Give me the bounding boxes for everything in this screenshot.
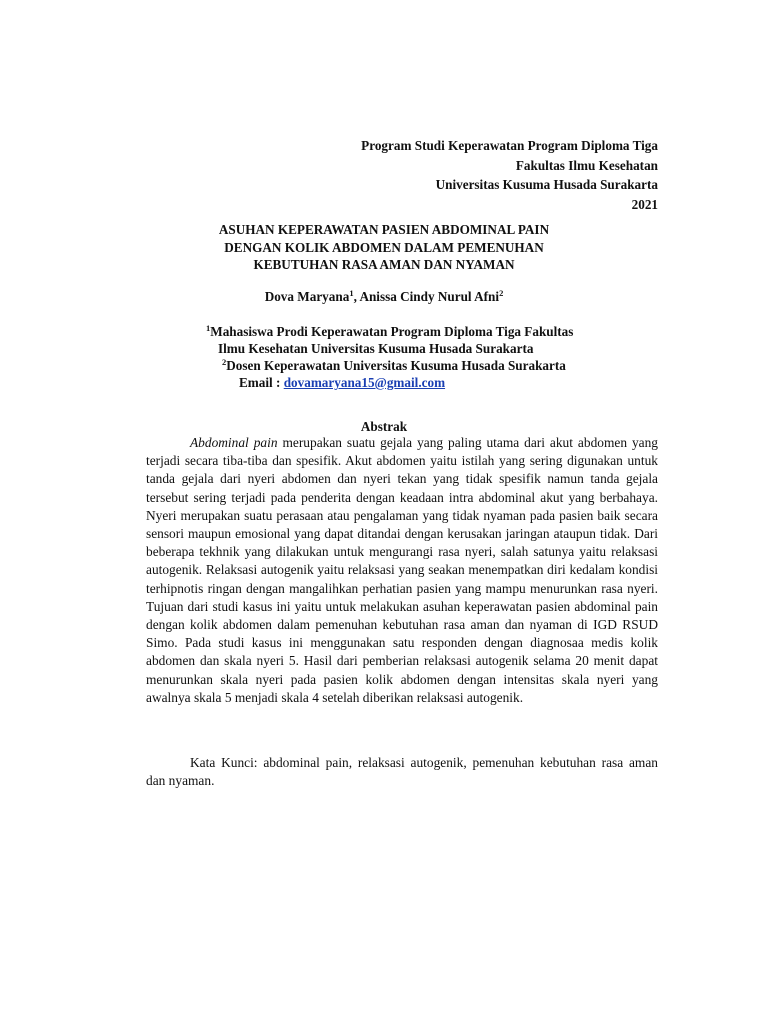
abstract-body — [146, 434, 658, 707]
title-line-2: DENGAN KOLIK ABDOMEN DALAM PEMENUHAN — [224, 239, 544, 255]
abstract-lead-term: Abdominal pain — [190, 435, 278, 450]
author-2-name: Anissa Cindy Nurul Afni — [359, 289, 500, 304]
year-line: 2021 — [631, 196, 658, 212]
abstract-heading: Abstrak — [360, 419, 408, 434]
email-link[interactable]: dovamaryana15@gmail.com — [283, 375, 446, 390]
title-line-3: KEBUTUHAN RASA AMAN DAN NYAMAN — [253, 257, 515, 273]
email-label: Email : — [239, 375, 284, 390]
university-line: Universitas Kusuma Husada Surakarta — [435, 177, 658, 193]
affiliation-2-mark: 2 — [222, 357, 227, 367]
affiliation-1-line-1: $^1$Mahasiswa Prodi Keperawatan Program Diploma Tiga Fakultas — [206, 323, 574, 339]
study-program-line: Program Studi Keperawatan Program Diploma Tiga — [361, 138, 658, 153]
affiliation-1-mark: 1 — [206, 323, 211, 333]
author-separator: , — [353, 289, 360, 304]
abstract-text: merupakan suatu gejala yang paling utama dari akut abdomen yang terjadi secara tiba-tiba dan spesifik. Akut abdomen yaitu istilah yang sering digunakan untuk tanda gejala dari nyeri abdomen dan nyeri tekan yang tidak spesifik namun tanda gejala tersebut sering terjadi pada penderita dengan keadaan intra abdominal akut yang berbahaya. Nyeri merupakan suatu perasaan atau pengalaman yang tidak nyaman pada pasien baik secara sensori maupun emosional yang dapat ditandai dengan kerusakan jaringan ataupun tidak. Dari beberapa tekhnik yang dilakukan untuk mengurangi rasa nyeri, salah satunya yaitu relaksasi autogenik. Relaksasi autogenik yaitu relaksasi yang seakan menempatkan diri kedalam kondisi terhipnotis ringan dengan mangalihkan perhatian pasien yang mampu menurunkan rasa nyeri. Tujuan dari studi kasus ini yaitu untuk melakukan asuhan keperawatan pasien abdominal pain dengan kolik abdomen dalam pemenuhan kebutuhan rasa aman dan nyaman di IGD RSUD Simo. Pada studi kasus ini menggunakan satu responden dengan diagnosaa medis kolik abdomen dan skala nyeri 5. Hasil dari pemberian relaksasi autogenik selama 20 menit dapat menurunkan skala nyeri pada pasien kolik abdomen dengan intensitas skala nyeri yang awalnya skala 5 menjadi skala 4 setelah diberikan relaksasi autogenik. — [146, 435, 658, 705]
paper-title — [0, 221, 768, 274]
title-line-1: ASUHAN KEPERAWATAN PASIEN ABDOMINAL PAIN — [218, 222, 550, 237]
author-1-name: Dova Maryana — [264, 289, 350, 304]
institution-header — [361, 136, 658, 214]
keywords: Kata Kunci: abdominal pain, relaksasi autogenik, pemenuhan kebutuhan rasa aman dan nyaman. — [146, 755, 658, 789]
faculty-line: Fakultas Ilmu Kesehatan — [515, 157, 658, 173]
affiliation-2: $^2$Dosen Keperawatan Universitas Kusuma Husada Surakarta — [222, 357, 566, 373]
author-list — [0, 288, 768, 305]
email-line — [239, 374, 445, 391]
author-2-affiliation-mark: 2 — [499, 288, 504, 298]
author-1-affiliation-mark: 1 — [349, 288, 354, 298]
affiliation-1-line-2: Ilmu Kesehatan Universitas Kusuma Husada Surakarta — [218, 341, 534, 356]
